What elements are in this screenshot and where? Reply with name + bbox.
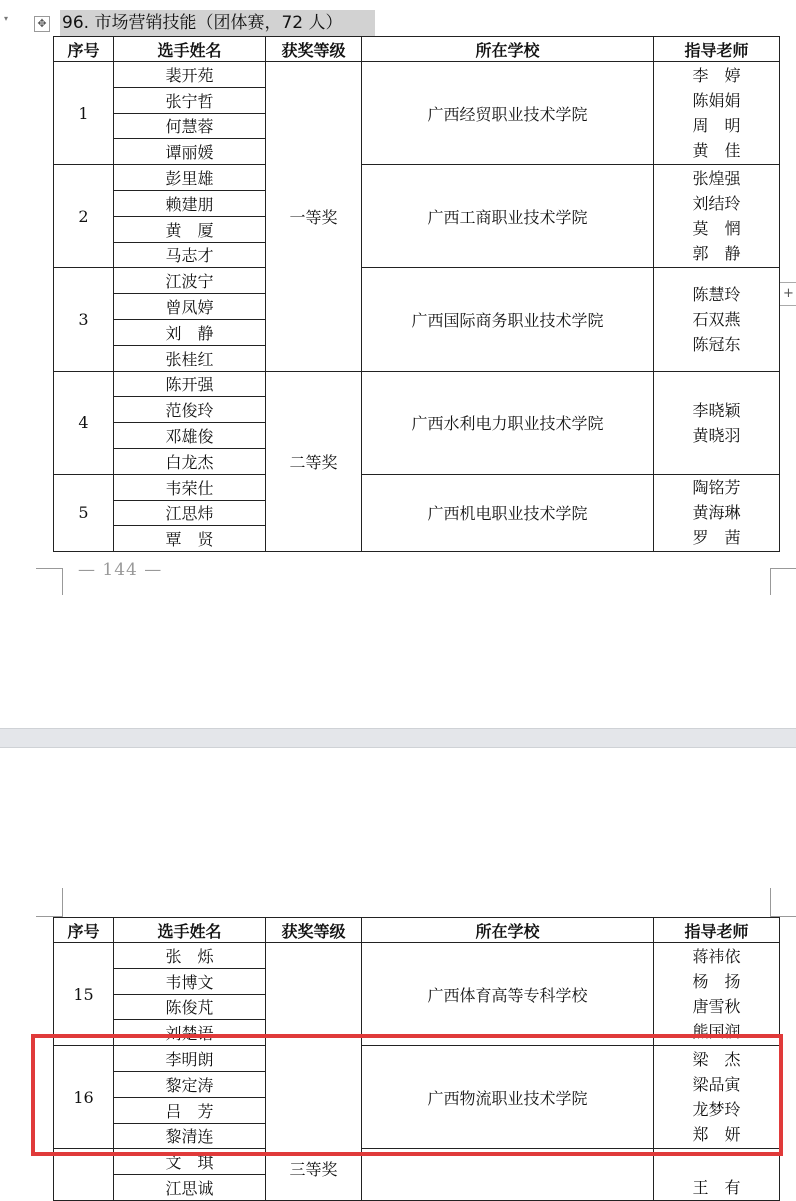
student-name: 江思炜 (114, 500, 266, 526)
student-name: 谭丽媛 (114, 139, 266, 165)
group-number: 1 (54, 62, 114, 165)
teacher-name: 梁 杰 (692, 1050, 741, 1070)
header-no: 序号 (54, 37, 114, 62)
highlight-box (31, 1034, 783, 1156)
table-header-row (54, 918, 780, 943)
teacher-name: 梁品寅 (692, 1075, 741, 1095)
group-number: 3 (54, 268, 114, 371)
student-name: 刘楚语 (114, 1020, 266, 1046)
student-name: 吕 芳 (114, 1097, 266, 1123)
group-number: 15 (54, 943, 114, 1046)
table-row (54, 943, 780, 969)
school-name: 广西体育高等专科学校 (362, 943, 654, 1046)
student-name: 江思诚 (114, 1175, 266, 1201)
group-number: 5 (54, 474, 114, 551)
student-name: 邓雄俊 (114, 423, 266, 449)
teacher-name: 郭 静 (692, 244, 741, 264)
teacher-name: 杨 扬 (692, 972, 741, 992)
student-name: 文 琪 (114, 1149, 266, 1175)
student-name: 彭里雄 (114, 165, 266, 191)
teacher-name: 李 婷 (692, 66, 741, 86)
student-name: 张 烁 (114, 943, 266, 969)
student-name: 黎定涛 (114, 1071, 266, 1097)
header-school: 所在学校 (362, 37, 654, 62)
teacher-list (654, 1149, 780, 1201)
table-row (54, 62, 780, 88)
teacher-name: 黄晓羽 (692, 425, 741, 445)
crop-mark (36, 888, 63, 917)
student-name: 马志才 (114, 242, 266, 268)
group-number: 2 (54, 165, 114, 268)
teacher-list (654, 165, 780, 268)
teacher-name: 刘结玲 (692, 194, 741, 214)
student-name: 白龙杰 (114, 448, 266, 474)
teacher-list (654, 474, 780, 551)
header-teacher: 指导老师 (654, 918, 780, 943)
award-level: 一等奖 (266, 62, 362, 372)
student-name: 韦博文 (114, 968, 266, 994)
student-name: 裴开苑 (114, 62, 266, 88)
teacher-name: 郑 妍 (692, 1125, 741, 1145)
table-row (54, 268, 780, 294)
group-number: 16 (54, 1046, 114, 1149)
teacher-name: 熊国润 (692, 1022, 741, 1042)
group-number (54, 1149, 114, 1201)
section-heading: 96. 市场营销技能（团体赛，72 人） (60, 10, 375, 36)
results-table-page-1 (53, 36, 780, 552)
award-level: 三等奖 (266, 943, 362, 1201)
header-award: 获奖等级 (266, 918, 362, 943)
teacher-list (654, 268, 780, 371)
student-name: 李明朗 (114, 1046, 266, 1072)
group-number: 4 (54, 371, 114, 474)
teacher-name: 陈冠东 (692, 334, 741, 354)
teacher-name: 陈娟娟 (692, 91, 741, 111)
school-name (362, 1149, 654, 1201)
school-name: 广西物流职业技术学院 (362, 1046, 654, 1149)
crop-mark (770, 888, 796, 917)
teacher-name: 唐雪秋 (692, 997, 741, 1017)
student-name: 何慧蓉 (114, 113, 266, 139)
student-name: 江波宁 (114, 268, 266, 294)
teacher-name: 黄海琳 (692, 503, 741, 523)
teacher-list (654, 62, 780, 165)
teacher-name: 陈慧玲 (692, 284, 741, 304)
crop-mark (36, 568, 63, 595)
student-name: 赖建朋 (114, 190, 266, 216)
table-row (54, 474, 780, 500)
school-name: 广西国际商务职业技术学院 (362, 268, 654, 371)
teacher-name: 龙梦玲 (692, 1100, 741, 1120)
teacher-name: 莫 惘 (692, 219, 741, 239)
table-row (54, 371, 780, 397)
crop-mark (770, 568, 796, 595)
page-number: — 144 — (78, 560, 163, 580)
student-name: 曾凤婷 (114, 294, 266, 320)
student-name: 刘 静 (114, 319, 266, 345)
header-teacher: 指导老师 (654, 37, 780, 62)
table-header-row (54, 37, 780, 62)
collapse-caret-icon[interactable]: ▾ (4, 14, 9, 23)
teacher-name: 石双燕 (692, 309, 741, 329)
teacher-name: 黄 佳 (692, 141, 741, 161)
table-move-handle-icon[interactable]: ✥ (34, 16, 50, 32)
school-name: 广西水利电力职业技术学院 (362, 371, 654, 474)
award-level: 二等奖 (266, 371, 362, 552)
student-name: 韦荣仕 (114, 474, 266, 500)
teacher-name: 罗 茜 (692, 528, 741, 548)
teacher-name: 周 明 (692, 116, 741, 136)
student-name: 陈开强 (114, 371, 266, 397)
teacher-list (654, 943, 780, 1046)
table-row (54, 165, 780, 191)
student-name: 张宁哲 (114, 87, 266, 113)
header-student: 选手姓名 (114, 918, 266, 943)
student-name: 陈俊芃 (114, 994, 266, 1020)
student-name: 黄 厦 (114, 216, 266, 242)
add-column-icon[interactable]: + (779, 282, 796, 306)
teacher-name: 张煌强 (692, 169, 741, 189)
teacher-name: 蒋祎依 (692, 947, 741, 967)
school-name: 广西机电职业技术学院 (362, 474, 654, 551)
school-name: 广西经贸职业技术学院 (362, 62, 654, 165)
header-student: 选手姓名 (114, 37, 266, 62)
teacher-name: 陶铭芳 (692, 478, 741, 498)
teacher-list (654, 371, 780, 474)
student-name: 张桂红 (114, 345, 266, 371)
student-name: 覃 贤 (114, 526, 266, 552)
teacher-name: 王 有 (692, 1177, 741, 1197)
student-name: 黎清连 (114, 1123, 266, 1149)
page-gap (0, 728, 796, 748)
teacher-name: 李晓颖 (692, 400, 741, 420)
header-school: 所在学校 (362, 918, 654, 943)
header-no: 序号 (54, 918, 114, 943)
school-name: 广西工商职业技术学院 (362, 165, 654, 268)
student-name: 范俊玲 (114, 397, 266, 423)
header-award: 获奖等级 (266, 37, 362, 62)
